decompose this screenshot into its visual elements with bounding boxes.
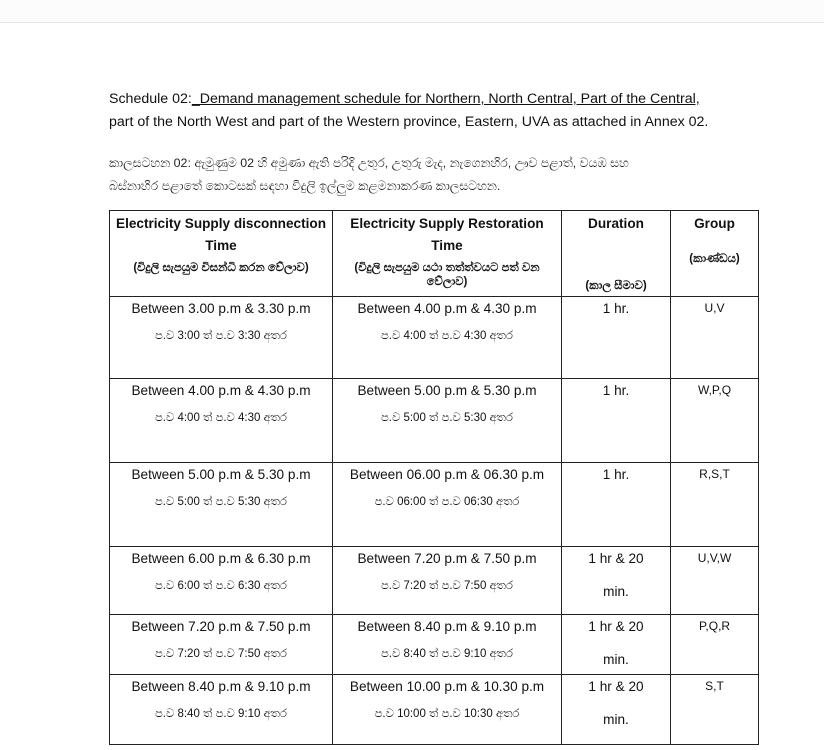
group-value: U,V,W	[697, 551, 732, 565]
header-restoration-label-sinhala: (විදුලි සැපයුම යථා තත්ත්වයට පත් වන වේලාව)	[354, 262, 540, 288]
group-value: U,V	[704, 301, 725, 315]
restoration-time: Between 10.00 p.m & 10.30 p.m	[349, 679, 545, 694]
group-cell	[671, 379, 759, 463]
duration-value-cont: min.	[603, 652, 629, 667]
duration-value: 1 hr & 20	[588, 679, 644, 694]
group-value: R,S,T	[699, 467, 730, 481]
disconnection-time-sinhala: ප.ව 3:00 ත් ප.ව 3:30 අතර	[155, 330, 287, 342]
table-row	[110, 463, 759, 547]
disconnection-cell	[110, 547, 333, 615]
table-row	[110, 379, 759, 463]
schedule-heading-underlined: _Demand management schedule for Northern, North Central, Part of the Central,	[191, 91, 700, 107]
header-duration-label: Duration	[588, 216, 644, 231]
schedule-heading-line2: part of the North West and part of the Western province, Eastern, UVA as attached in Annex 02.	[109, 114, 709, 130]
duration-value: 1 hr.	[602, 383, 630, 398]
group-cell	[671, 615, 759, 675]
table-row	[110, 675, 759, 745]
header-group-label-sinhala: (කාණ්ඩය)	[689, 253, 740, 265]
group-cell	[671, 547, 759, 615]
duration-value-cont: min.	[603, 712, 629, 727]
duration-cell	[562, 463, 671, 547]
disconnection-time: Between 3.00 p.m & 3.30 p.m	[131, 301, 311, 316]
restoration-cell	[333, 615, 562, 675]
restoration-time-sinhala: ප.ව 7:20 ත් ප.ව 7:50 අතර	[381, 580, 513, 592]
table-row	[110, 297, 759, 379]
duration-value: 1 hr.	[602, 467, 630, 482]
page-top-edge	[0, 0, 824, 23]
restoration-time: Between 4.00 p.m & 4.30 p.m	[357, 301, 537, 316]
restoration-time: Between 8.40 p.m & 9.10 p.m	[357, 619, 537, 634]
group-value: S,T	[705, 679, 724, 693]
restoration-time-sinhala: ප.ව 8:40 ත් ප.ව 9:10 අතර	[381, 648, 513, 660]
header-group	[671, 211, 759, 297]
duration-value-cont	[562, 318, 670, 332]
restoration-cell	[333, 379, 562, 463]
duration-cell	[562, 675, 671, 745]
duration-cell	[562, 379, 671, 463]
restoration-cell	[333, 297, 562, 379]
disconnection-cell	[110, 297, 333, 379]
disconnection-cell	[110, 463, 333, 547]
header-disconnection-label: Electricity Supply disconnection Time	[116, 216, 326, 253]
restoration-time-sinhala: ප.ව 06:00 ත් ප.ව 06:30 අතර	[374, 496, 520, 508]
restoration-cell	[333, 675, 562, 745]
disconnection-time-sinhala: ප.ව 7:20 ත් ප.ව 7:50 අතර	[155, 648, 287, 660]
restoration-time: Between 7.20 p.m & 7.50 p.m	[357, 551, 537, 566]
disconnection-time: Between 8.40 p.m & 9.10 p.m	[131, 679, 311, 694]
disconnection-time: Between 4.00 p.m & 4.30 p.m	[131, 383, 311, 398]
restoration-time-sinhala: ප.ව 4:00 ත් ප.ව 4:30 අතර	[381, 330, 513, 342]
restoration-cell	[333, 547, 562, 615]
table-row	[110, 615, 759, 675]
schedule-heading-sinhala-line2: බස්නාහිර පළාතේ කොටසක් සඳහා විදුලි ඉල්ලුම කළමනාකරණ කාලසටහන.	[109, 179, 501, 193]
disconnection-time: Between 6.00 p.m & 6.30 p.m	[131, 551, 311, 566]
duration-cell	[562, 297, 671, 379]
disconnection-cell	[110, 675, 333, 745]
duration-value: 1 hr & 20	[588, 619, 644, 634]
schedule-heading-sinhala	[109, 152, 789, 198]
group-cell	[671, 297, 759, 379]
duration-cell	[562, 615, 671, 675]
restoration-time: Between 06.00 p.m & 06.30 p.m	[349, 467, 545, 482]
schedule-heading-prefix: Schedule 02:	[109, 91, 192, 107]
group-cell	[671, 675, 759, 745]
restoration-time-sinhala: ප.ව 5:00 ත් ප.ව 5:30 අතර	[381, 412, 513, 424]
disconnection-cell	[110, 615, 333, 675]
schedule-table	[109, 210, 759, 745]
restoration-time: Between 5.00 p.m & 5.30 p.m	[357, 383, 537, 398]
disconnection-time-sinhala: ප.ව 4:00 ත් ප.ව 4:30 අතර	[155, 412, 287, 424]
disconnection-time-sinhala: ප.ව 8:40 ත් ප.ව 9:10 අතර	[155, 708, 287, 720]
group-cell	[671, 463, 759, 547]
schedule-heading-line1	[109, 88, 789, 111]
header-restoration-time	[333, 211, 562, 297]
disconnection-time: Between 7.20 p.m & 7.50 p.m	[131, 619, 311, 634]
restoration-cell	[333, 463, 562, 547]
duration-cell	[562, 547, 671, 615]
header-group-label: Group	[694, 216, 735, 231]
header-disconnection-label-sinhala: (විදුලි සැපයුම විසන්ධි කරන වේලාව)	[133, 262, 309, 274]
header-disconnection-time	[110, 211, 333, 297]
header-restoration-label: Electricity Supply Restoration Time	[350, 216, 544, 253]
disconnection-time-sinhala: ප.ව 6:00 ත් ප.ව 6:30 අතර	[155, 580, 287, 592]
duration-value: 1 hr & 20	[588, 551, 644, 566]
table-row	[110, 547, 759, 615]
duration-value-cont	[562, 400, 670, 414]
duration-value-cont: min.	[603, 584, 629, 599]
schedule-heading	[109, 88, 789, 134]
restoration-time-sinhala: ප.ව 10:00 ත් ප.ව 10:30 අතර	[374, 708, 520, 720]
table-header-row	[110, 211, 759, 297]
group-value: P,Q,R	[698, 619, 731, 633]
disconnection-time-sinhala: ප.ව 5:00 ත් ප.ව 5:30 අතර	[155, 496, 287, 508]
duration-value-cont	[562, 484, 670, 498]
disconnection-time: Between 5.00 p.m & 5.30 p.m	[131, 467, 311, 482]
schedule-heading-sinhala-line1: කාලසටහන 02: ඇමුණුම 02 හි අමුණා ඇති පරිදි උතුර, උතුරු මැද, නැගෙනහිර, ඌව පළාත්, වයඹ සහ	[109, 156, 629, 170]
header-duration	[562, 211, 671, 297]
disconnection-cell	[110, 379, 333, 463]
duration-value: 1 hr.	[602, 301, 630, 316]
header-duration-label-sinhala: (කාල සීමාව)	[585, 280, 647, 292]
group-value: W,P,Q	[697, 383, 732, 397]
